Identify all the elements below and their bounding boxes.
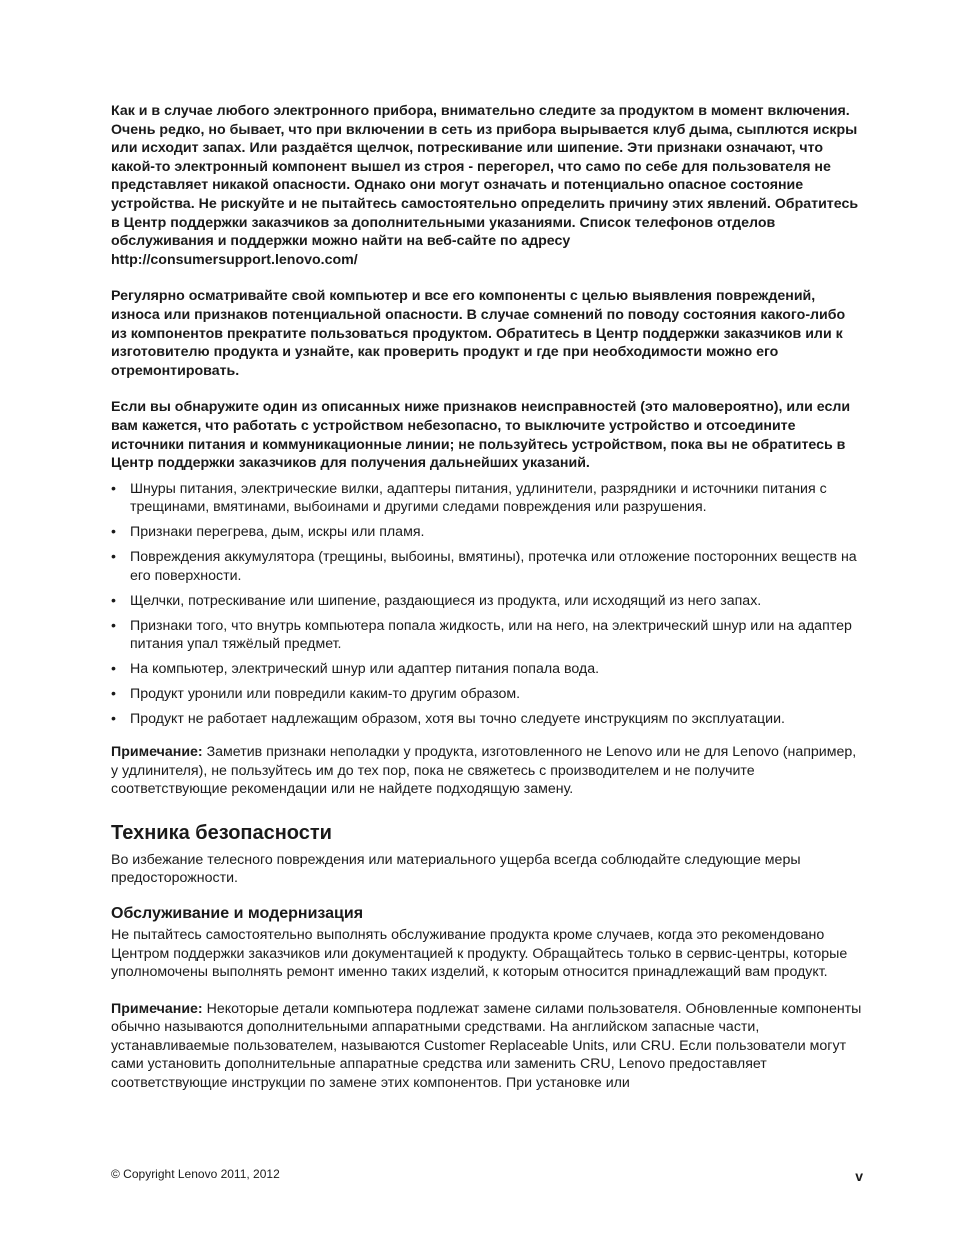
list-item-text: Признаки того, что внутрь компьютера попала жидкость, или на него, на электрический шнур или на адаптер питания упал тяжёлый предмет. bbox=[130, 617, 852, 653]
list-item bbox=[111, 523, 863, 542]
page-number: v bbox=[855, 1168, 863, 1184]
paragraph-power-on-text: Как и в случае любого электронного прибора, внимательно следите за продуктом в момент включения. Очень редко, но бывает, что при включении в сеть из прибора вырывается клуб дыма, сыплются искры или исходит запах. Или раздаётся щелчок, потрескивание или шипение. Эти признаки означают, что какой-то электронный компонент вышел из строя - перегорел, что само по себе для пользователя не представляет никакой опасности. Однако они могут означать и потенциально опасное состояние устройства. Не рискуйте и не пытайтесь самостоятельно определить причину этих явлений. Обратитесь в Центр поддержки заказчиков за дополнительными указаниями. Список телефонов отделов обслуживания и поддержки можно найти на веб-сайте по адресу bbox=[111, 103, 859, 250]
note-label: Примечание: bbox=[111, 743, 203, 760]
list-item bbox=[111, 592, 863, 611]
list-item-text: Щелчки, потрескивание или шипение, раздающиеся из продукта, или исходящий из него запах. bbox=[130, 592, 762, 609]
note-cru bbox=[111, 1000, 863, 1093]
list-item-text: Продукт не работает надлежащим образом, хотя вы точно следуете инструкциям по эксплуатации. bbox=[130, 711, 785, 728]
list-item bbox=[111, 685, 863, 704]
list-item-text: Продукт уронили или повредили каким-то другим образом. bbox=[130, 686, 521, 703]
list-item-text: Признаки перегрева, дым, искры или пламя. bbox=[130, 524, 425, 541]
bullet-icon: • bbox=[111, 524, 116, 541]
page-content bbox=[111, 102, 863, 1093]
copyright-notice: © Copyright Lenovo 2011, 2012 bbox=[111, 1167, 280, 1181]
bullet-icon: • bbox=[111, 686, 116, 703]
support-url: http://consumersupport.lenovo.com/ bbox=[111, 251, 358, 268]
list-item-text: Шнуры питания, электрические вилки, адаптеры питания, удлинители, разрядники и источники питания с трещинами, вмятинами, выбоинами и другими следами повреждения или разрушения. bbox=[130, 480, 827, 516]
list-item bbox=[111, 480, 863, 517]
note-label: Примечание: bbox=[111, 1000, 203, 1017]
subsection-text: Не пытайтесь самостоятельно выполнять обслуживание продукта кроме случаев, когда это рекомендовано Центром поддержки заказчиков или документацией к продукту. Обращайтесь только в сервис-центры, которые уполномочены выполнять ремонт именно таких изделий, к которым относится принадлежащий вам продукт. bbox=[111, 926, 848, 981]
bullet-icon: • bbox=[111, 711, 116, 728]
bullet-icon: • bbox=[111, 661, 116, 678]
list-item bbox=[111, 617, 863, 654]
bullet-icon: • bbox=[111, 480, 116, 497]
page-footer bbox=[111, 1164, 863, 1186]
list-item bbox=[111, 660, 863, 679]
note-third-party-products bbox=[111, 743, 863, 799]
note-text: Некоторые детали компьютера подлежат замене силами пользователя. Обновленные компоненты обычно называются дополнительными аппаратными средствами. На английском запасные части, устанавливаемые пользователем, называются Customer Replaceable Units, или CRU. Если пользователи могут сами установить дополнительные аппаратные средства или заменить CRU, Lenovo предоставляет соответствующие инструкции по замене этих компонентов. При установке или bbox=[111, 1000, 862, 1092]
list-item-text: Повреждения аккумулятора (трещины, выбоины, вмятины), протечка или отложение посторонних веществ на его поверхности. bbox=[130, 549, 857, 584]
paragraph-inspection: Регулярно осматривайте свой компьютер и все его компоненты с целью выявления повреждений, износа или признаков потенциальной опасности. В случае сомнений по поводу состояния какого-либо из компонентов прекратите пользоваться продуктом. Обратитесь в Центр поддержки заказчиков или к изготовителю продукта и узнайте, как проверить продукт и где при необходимости можно его отремонтировать. bbox=[111, 288, 846, 379]
bullet-icon: • bbox=[111, 549, 116, 566]
paragraph-power-on-warning bbox=[111, 102, 863, 269]
subsection-title: Обслуживание и модернизация bbox=[111, 904, 364, 922]
bullet-icon: • bbox=[111, 592, 116, 609]
list-item bbox=[111, 710, 863, 729]
list-item bbox=[111, 548, 863, 585]
note-text: Заметив признаки неполадки у продукта, изготовленного не Lenovo или не для Lenovo (например, у удлинителя), не пользуйтесь им до тех пор, пока не свяжетесь с производителем и не получите соответствующие рекомендации или не найдете подходящую замену. bbox=[111, 743, 857, 798]
malfunction-list bbox=[111, 480, 863, 729]
paragraph-malfunction-signs: Если вы обнаружите один из описанных ниже признаков неисправностей (это маловероятно), или если вам кажется, что работать с устройством небезопасно, то выключите устройство и отсоедините источники питания и коммуникационные линии; не пользуйтесь устройством, пока вы не обратитесь в Центр поддержки заказчиков для получения дальнейших указаний. bbox=[111, 399, 851, 472]
list-item-text: На компьютер, электрический шнур или адаптер питания попала вода. bbox=[130, 661, 600, 678]
section-intro: Во избежание телесного повреждения или материального ущерба всегда соблюдайте следующие меры предосторожности. bbox=[111, 851, 801, 887]
bullet-icon: • bbox=[111, 617, 116, 634]
section-title: Техника безопасности bbox=[111, 821, 332, 844]
